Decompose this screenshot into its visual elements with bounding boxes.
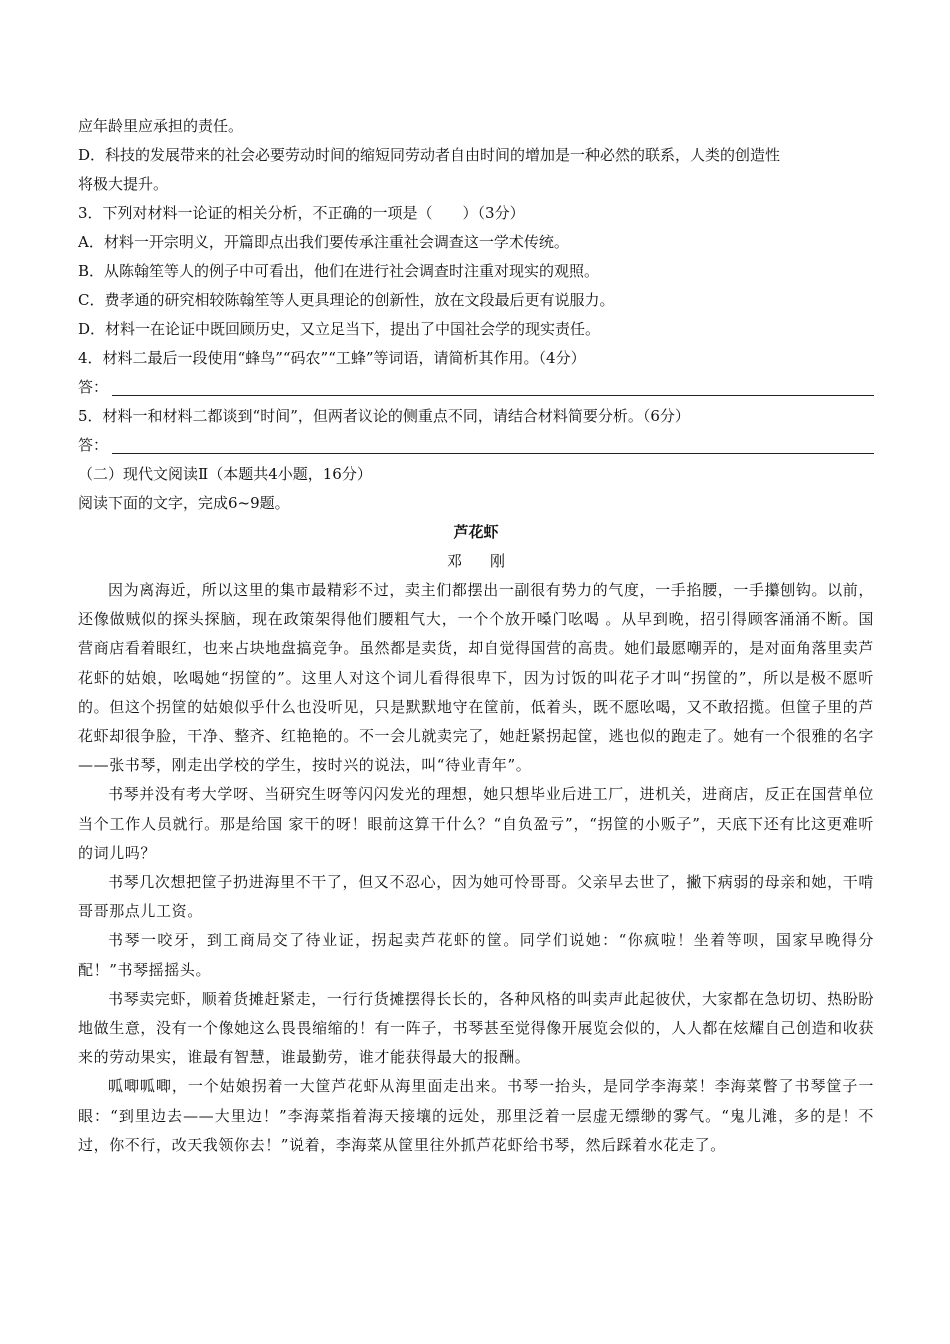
story-title: 芦花虾 — [453, 523, 499, 541]
document-page — [78, 112, 874, 1160]
option-d: D．材料一在论证中既回顾历史，又立足当下，提出了中国社会学的现实责任。 — [78, 320, 601, 338]
answer-rule — [112, 453, 874, 454]
answer-rule — [112, 395, 874, 396]
section-heading: （二）现代文阅读Ⅱ（本题共4小题，16分） — [78, 465, 372, 483]
answer-line-q5[interactable] — [78, 431, 874, 460]
question-5: 5．材料一和材料二都谈到“时间”，但两者议论的侧重点不同，请结合材料简要分析。（6分） — [78, 407, 690, 425]
answer-label: 答： — [78, 378, 109, 396]
option-a: A．材料一开宗明义，开篇即点出我们要传承注重社会调查这一学术传统。 — [78, 233, 569, 251]
instruction: 阅读下面的文字，完成6~9题。 — [78, 494, 290, 512]
option-c: C．费孝通的研究相较陈翰笙等人更具理论的创新性，放在文段最后更有说服力。 — [78, 291, 615, 309]
answer-label: 答： — [78, 436, 109, 454]
text-line: 将极大提升。 — [78, 175, 169, 193]
story-paragraph: 书琴卖完虾，顺着货摊赶紧走，一行行货摊摆得长长的，各种风格的叫卖声此起彼伏，大家都在急切切、热盼盼地做生意，没有一个像她这么畏畏缩缩的！有一阵子，书琴甚至觉得像开展览会似的，人人都在炫耀自己创造和收获来的劳动果实，谁最有智慧，谁最勤劳，谁才能获得最大的报酬。 — [78, 989, 874, 1067]
story-paragraph: 书琴并没有考大学呀、当研究生呀等闪闪发光的理想，她只想毕业后进工厂，进机关，进商店，反正在国营单位当个工作人员就行。那是给国 家干的呀！眼前这算干什么？“自负盈亏”，“拐筐的小贩子”，天底下还有比这更难听的词儿吗？ — [78, 785, 874, 862]
story-author: 邓刚 — [446, 552, 533, 570]
option-d-line: D．科技的发展带来的社会必要劳动时间的缩短同劳动者自由时间的增加是一种必然的联系，人类的创造性 — [78, 146, 781, 164]
story-paragraph: 书琴几次想把筐子扔进海里不干了，但又不忍心，因为她可怜哥哥。父亲早去世了，撇下病弱的母亲和她，干啃哥哥那点儿工资。 — [78, 873, 874, 921]
text-line: 应年龄里应承担的责任。 — [78, 117, 244, 135]
story-paragraph: 因为离海近，所以这里的集市最精彩不过，卖主们都摆出一副很有势力的气度，一手掐腰，一手攥刨钩。以前，还像做贼似的探头探脑，现在政策架得他们腰粗气大，一个个放开嗓门吆喝 。从早到晚，招引得顾客涌涌不断。国 营商店看着眼红，也来占块地盘搞竞争。虽然都是卖货，却自觉得国营的高贵。她们最愿嘲弄的，是对面角落里卖芦花虾的姑娘，吆喝她“拐筐的”。这里人对这个词儿看得很卑下，因为讨饭的叫花子才叫“拐筐的”，所以是极不愿听的。但这个拐筐的姑娘似乎什么也没听见，只是默默地守在筐前，低着头，既不愿吆喝，又不敢招揽。但筐子里的芦花虾却很争脸，干净、整齐、红艳艳的。不一会儿就卖完了，她赶紧拐起筐，逃也似的跑走了。她有一个很雅的名字——张书琴，刚走出学校的学生，按时兴的说法，叫“待业青年”。 — [78, 581, 874, 775]
option-b: B．从陈翰笙等人的例子中可看出，他们在进行社会调查时注重对现实的观照。 — [78, 262, 600, 280]
question-3: 3．下列对材料一论证的相关分析，不正确的一项是（ ）（3分） — [78, 204, 525, 222]
answer-line-q4[interactable] — [78, 373, 874, 402]
story-paragraph: 呱唧呱唧，一个姑娘拐着一大筐芦花虾从海里面走出来。书琴一抬头，是同学李海菜！李海菜瞥了书琴筐子一眼：“到里边去——大里边！”李海菜指着海天接壤的远处，那里泛着一层虚无缥缈的雾气。“鬼儿滩，多的是！不过，你不行，改天我领你去！”说着，李海菜从筐里往外抓芦花虾给书琴，然后踩着水花走了。 — [78, 1077, 874, 1154]
story-paragraph: 书琴一咬牙，到工商局交了待业证，拐起卖芦花虾的筐。同学们说她：“你疯啦！坐着等呗，国家早晚得分配！”书琴摇摇头。 — [78, 931, 874, 979]
question-4: 4．材料二最后一段使用“蜂鸟”“码农”“工蜂”等词语，请简析其作用。（4分） — [78, 349, 586, 367]
